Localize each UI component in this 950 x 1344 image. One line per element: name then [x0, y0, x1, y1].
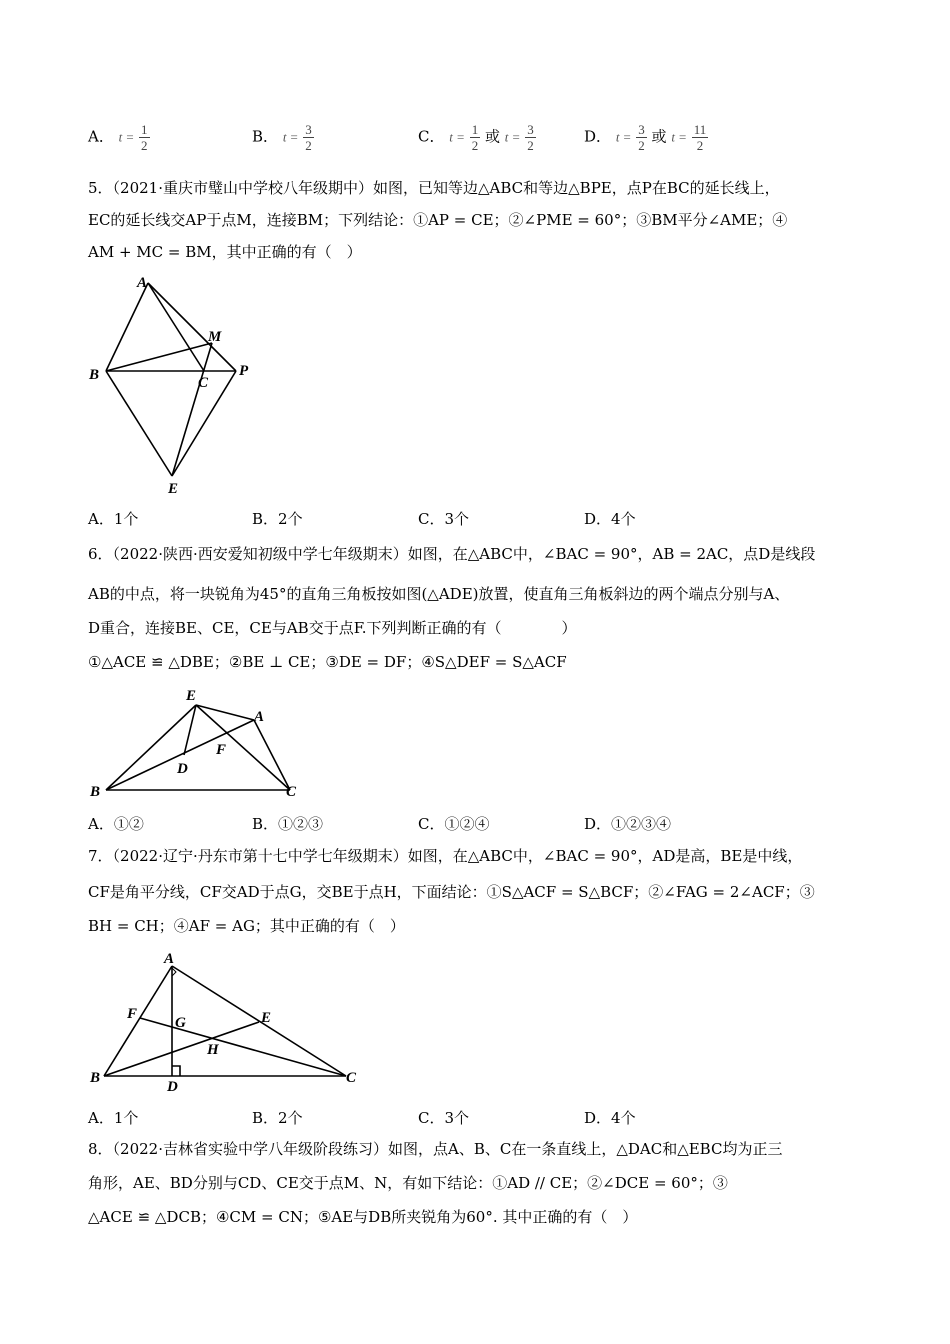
q7-option-c[interactable]: C．3个	[418, 1109, 470, 1127]
q7-line-2: CF是角平分线，CF交AD于点G，交BE于点H，下面结论：①S△ACF = S△BCF；②∠FAG = 2∠ACF；③	[88, 883, 815, 901]
q7-label-E: E	[261, 1010, 272, 1026]
q8-line-2: 角形，AE、BD分别与CD、CE交于点M、N，有如下结论：①AD // CE；②∠DCE = 60°；③	[88, 1174, 728, 1192]
fraction: $\frac{3}{2}$	[638, 122, 645, 153]
q5-option-d[interactable]: D．4个	[584, 510, 636, 528]
q7-label-A: A	[164, 951, 175, 967]
q6-line-1: 6．（2022·陕西·西安爱知初级中学七年级期末）如图，在△ABC中，∠BAC = 90°，AB = 2AC，点D是线段	[88, 545, 816, 563]
fraction: $\frac{3}{2}$	[305, 122, 312, 153]
q7-label-F: F	[127, 1006, 138, 1022]
q5-option-c[interactable]: C．3个	[418, 510, 470, 528]
q8-line-1: 8．（2022·吉林省实验中学八年级阶段练习）如图，点A、B、C在一条直线上，△DAC和△EBC均为正三	[88, 1140, 783, 1158]
q7-label-D: D	[167, 1079, 178, 1095]
q5-line-3: AM + MC = BM，其中正确的有（ ）	[88, 243, 362, 261]
q6-option-d[interactable]: D．①②③④	[584, 815, 672, 833]
q6-label-D: D	[177, 761, 188, 777]
q7-label-G: G	[175, 1015, 186, 1031]
q6-label-C: C	[286, 784, 297, 800]
q7-label-B: B	[90, 1070, 101, 1086]
q6-label-F: F	[216, 742, 227, 758]
q7-option-b[interactable]: B．2个	[252, 1109, 303, 1127]
q7-option-a[interactable]: A．1个	[88, 1109, 139, 1127]
q5-line-1: 5．（2021·重庆市璧山中学校八年级期中）如图，已知等边△ABC和等边△BPE，点P在BC的延长线上，	[88, 179, 780, 197]
q5-option-a[interactable]: A．1个	[88, 510, 139, 528]
q7-line-1: 7．（2022·辽宁·丹东市第十七中学七年级期末）如图，在△ABC中，∠BAC = 90°，AD是高，BE是中线，	[88, 847, 803, 865]
q6-line-3: D重合，连接BE、CE，CE与AB交于点F.下列判断正确的有（ ）	[88, 619, 577, 637]
q5-label-P: P	[239, 363, 249, 379]
q6-line-4: ①△ACE ≌ △DBE；②BE ⊥ CE；③DE = DF；④S△DEF = S△ACF	[88, 653, 567, 671]
q6-line-2: AB的中点，将一块锐角为45°的直角三角板按如图(△ADE)放置，使直角三角板斜边的两个端点分别与A、	[88, 585, 790, 603]
q5-label-M: M	[208, 329, 222, 345]
q5-label-B: B	[89, 367, 100, 383]
fraction: $\frac{1}{2}$	[471, 122, 479, 153]
fraction: $\frac{1}{2}$	[141, 122, 148, 153]
q5-label-E: E	[168, 481, 179, 497]
q6-label-E: E	[186, 688, 197, 704]
fraction: $\frac{3}{2}$	[527, 122, 534, 153]
q6-option-a[interactable]: A．①②	[88, 815, 144, 833]
q8-line-3: △ACE ≌ △DCB；④CM = CN；⑤AE与DB所夹锐角为60°. 其中正确的有（ ）	[88, 1208, 638, 1226]
q4-option-d[interactable]: D． t = $\frac{3}{2}$ 或 t = $\frac{11}{2}$	[584, 122, 707, 153]
q4-option-c[interactable]: C． t = $\frac{1}{2}$ 或 t = $\frac{3}{2}$	[418, 122, 534, 153]
q4-option-a[interactable]: A． t = $\frac{1}{2}$	[88, 122, 148, 153]
q6-option-b[interactable]: B．①②③	[252, 815, 324, 833]
q7-line-3: BH = CH；④AF = AG；其中正确的有（ ）	[88, 917, 405, 935]
q7-label-H: H	[207, 1042, 219, 1058]
q5-line-2: EC的延长线交AP于点M，连接BM；下列结论：①AP = CE；②∠PME = 60°；③BM平分∠AME；④	[88, 211, 788, 229]
q5-option-b[interactable]: B．2个	[252, 510, 303, 528]
q6-label-A: A	[254, 709, 265, 725]
q6-label-B: B	[90, 784, 101, 800]
q5-label-A: A	[137, 275, 148, 291]
fraction: $\frac{11}{2}$	[693, 122, 707, 153]
q4-option-b[interactable]: B． t = $\frac{3}{2}$	[252, 122, 312, 153]
q5-label-C: C	[198, 375, 209, 391]
q7-option-d[interactable]: D．4个	[584, 1109, 636, 1127]
q6-option-c[interactable]: C．①②④	[418, 815, 490, 833]
q7-label-C: C	[346, 1070, 357, 1086]
